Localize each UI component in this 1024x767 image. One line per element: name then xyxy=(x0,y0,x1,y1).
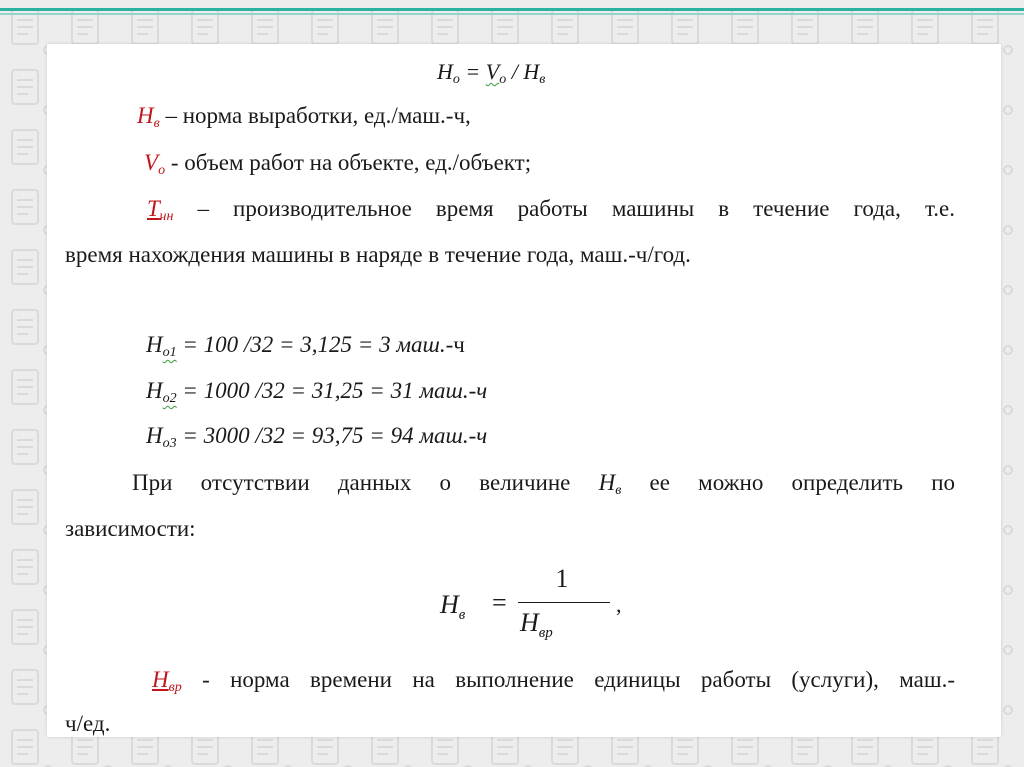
term-vo: Vо xyxy=(144,150,166,178)
calc-row-1: Но1 = 100 /32 = 3,125 = 3 маш.-ч xyxy=(146,332,465,360)
fraction-bar xyxy=(518,602,610,603)
fraction-denominator: $Н_{вр}$ xyxy=(520,608,553,641)
fraction-lhs: $Н_в$ xyxy=(440,590,466,623)
term-hv: Нв xyxy=(137,103,160,131)
fraction-comma: , xyxy=(616,592,622,617)
fraction-numerator: 1 xyxy=(555,564,569,593)
fraction-formula xyxy=(440,564,622,644)
fraction-equals: = xyxy=(492,588,507,617)
definition-hvr-line2: ч/ед. xyxy=(65,711,111,736)
term-tchn: Тчн xyxy=(147,196,174,224)
definition-hvr-line1: Нвр - норма времени на выполнение единицы работы (услуги), маш.- xyxy=(152,667,955,695)
slide-page xyxy=(47,44,1001,737)
paragraph-line2: зависимости: xyxy=(65,516,196,541)
definition-tchn-line1: Тчн – производительное время работы машины в течение года, т.е. xyxy=(147,196,955,224)
paragraph-line1: При отсутствии данных о величине Нв ее можно определить по xyxy=(132,470,956,498)
definition-hv: Нв – норма выработки, ед./маш.-ч, xyxy=(137,103,471,131)
top-accent-line-secondary xyxy=(0,13,1024,15)
definition-tchn-line2: время нахождения машины в наряде в течение года, маш.-ч/год. xyxy=(65,242,691,267)
top-accent-line xyxy=(0,8,1024,11)
definition-vo: Vо - объем работ на объекте, ед./объект; xyxy=(144,150,532,178)
calc-row-3: Но3 = 3000 /32 = 93,75 = 94 маш.-ч xyxy=(146,423,488,451)
term-hvr: Нвр xyxy=(152,667,182,695)
formula-top: Но = Vо / Нв xyxy=(437,59,546,87)
calc-row-2: Но2 = 1000 /32 = 31,25 = 31 маш.-ч xyxy=(146,378,488,406)
